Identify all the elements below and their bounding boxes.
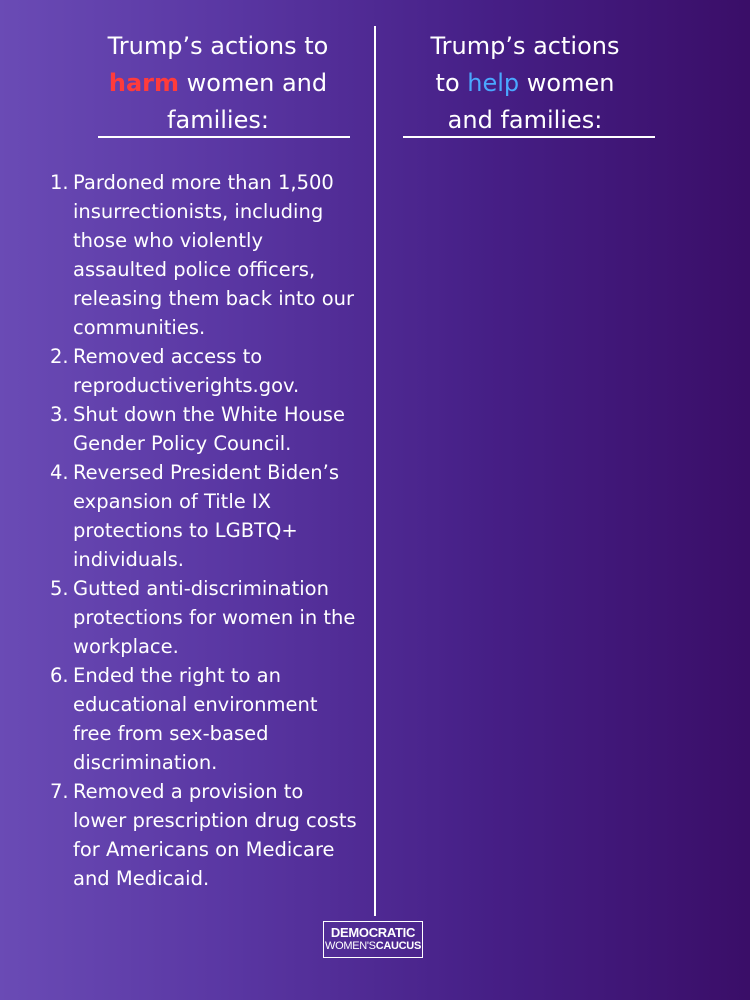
item-text: Pardoned more than 1,500 insurrectionists, including those who violently assaulted police officers, releasing them back into our communities. bbox=[73, 171, 355, 339]
left-heading-underline bbox=[98, 136, 350, 138]
right-column-heading bbox=[395, 28, 655, 139]
left-heading-line1: Trump’s actions to bbox=[107, 32, 329, 60]
left-heading-line2 bbox=[88, 65, 348, 102]
item-number: 2. bbox=[50, 345, 69, 368]
item-text: Gutted anti-discrimination protections for women in the workplace. bbox=[73, 577, 356, 658]
item-number: 1. bbox=[50, 171, 69, 194]
left-column-heading bbox=[88, 28, 348, 139]
logo-line2 bbox=[324, 940, 422, 953]
right-heading-line1: Trump’s actions bbox=[430, 32, 620, 60]
harm-actions-list bbox=[50, 168, 360, 893]
harm-emphasis: harm bbox=[108, 69, 180, 97]
list-item bbox=[50, 168, 360, 342]
right-heading-line3: and families: bbox=[447, 106, 603, 134]
list-item bbox=[50, 400, 360, 458]
item-text: Removed access to reproductiverights.gov. bbox=[73, 345, 300, 397]
list-item bbox=[50, 777, 360, 893]
left-heading-line3: families: bbox=[167, 106, 269, 134]
right-heading-line2-pre: to bbox=[435, 69, 468, 97]
list-item bbox=[50, 458, 360, 574]
right-heading-underline bbox=[403, 136, 655, 138]
item-number: 3. bbox=[50, 403, 69, 426]
item-text: Shut down the White House Gender Policy Council. bbox=[73, 403, 345, 455]
item-number: 6. bbox=[50, 664, 69, 687]
logo-line2a: WOMEN'S bbox=[325, 940, 376, 952]
item-text: Removed a provision to lower prescription drug costs for Americans on Medicare and Medicaid. bbox=[73, 780, 357, 890]
left-heading-line2-rest: women and bbox=[179, 69, 328, 97]
item-number: 4. bbox=[50, 461, 69, 484]
item-number: 7. bbox=[50, 780, 69, 803]
item-text: Ended the right to an educational environment free from sex-based discrimination. bbox=[73, 664, 318, 774]
column-divider bbox=[374, 26, 376, 916]
item-number: 5. bbox=[50, 577, 69, 600]
right-heading-line2 bbox=[395, 65, 655, 102]
list-item bbox=[50, 661, 360, 777]
item-text: Reversed President Biden’s expansion of Title IX protections to LGBTQ+ individuals. bbox=[73, 461, 340, 571]
list-item bbox=[50, 342, 360, 400]
democratic-womens-caucus-logo bbox=[323, 921, 423, 958]
right-heading-line2-rest: women bbox=[519, 69, 615, 97]
list-item bbox=[50, 574, 360, 661]
help-emphasis: help bbox=[467, 69, 520, 97]
logo-line2b: CAUCUS bbox=[375, 940, 421, 952]
logo-line1: DEMOCRATIC bbox=[330, 925, 416, 940]
